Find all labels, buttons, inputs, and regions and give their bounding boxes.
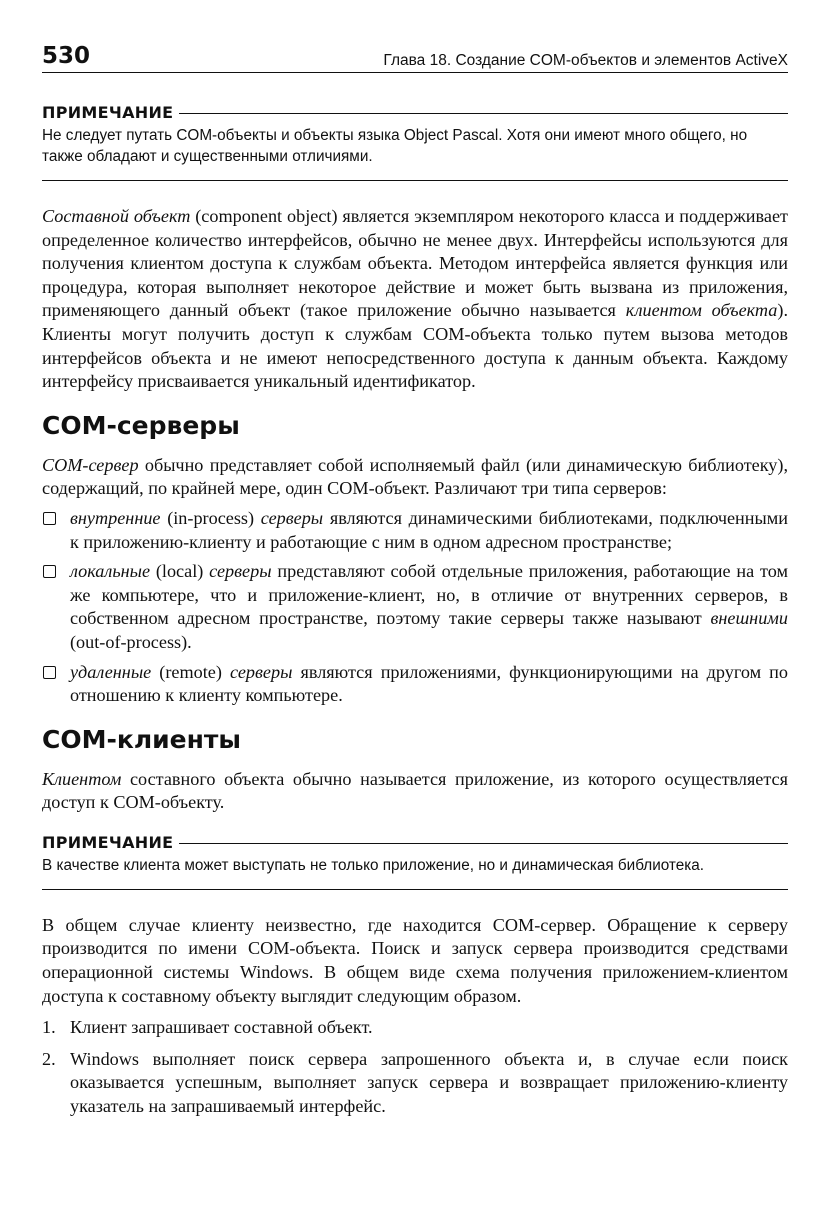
server-types-list [42,507,788,708]
book-page [42,40,788,1127]
step-text: Windows выполняет поиск сервера запрошенного объекта и, в случае если поиск оказывается успешным, выполняет запуск сервера и возвращает приложению-клиенту указатель на запрашиваемый интерфейс. [70,1048,788,1117]
term-local: локальные [70,561,151,582]
term-object-client: клиентом объекта [625,300,778,321]
note-header [42,833,788,852]
page-number: 530 [42,43,91,69]
list-item-mid: (in-process) [160,507,261,528]
term-servers: серверы [260,507,324,528]
note-label: ПРИМЕЧАНИЕ [42,832,174,852]
term-com-server: COM-сервер [42,454,139,475]
list-item-text: являются динамическими библиотеками, подключенными к приложению-клиенту и работающие с ним в одном адресном пространстве; [70,507,788,552]
step-number: 2. [42,1048,56,1069]
section-heading-clients: COM-клиенты [42,724,241,754]
list-item-tail: (out-of-process). [70,631,192,652]
term-servers: серверы [209,561,272,582]
note-header [42,103,788,122]
note-block [42,833,788,890]
servers-text: обычно представляет собой исполняемый файл (или динамическую библиотеку), содержащий, по крайней мере, один COM-объект. Различают три типа серверов: [42,454,788,499]
term-client: Клиентом [42,768,122,789]
section-heading-servers: COM-серверы [42,410,240,440]
clients-paragraph [42,768,788,815]
note-rule [179,113,788,114]
list-item-text: являются приложениями, функционирующими на другом по отношению к клиенту компьютере. [70,661,788,706]
list-item-text: представляют собой отдельные приложения, работающие на том же компьютере, что и приложение-клиент, но, в отличие от внутренних серверов, в собственном адресном пространстве, поэтому такие серверы также называют [70,561,788,629]
list-item [42,661,788,708]
term-composite-object: Составной объект [42,206,191,226]
clients-text: составного объекта обычно называется приложение, из которого осуществляется доступ к COM-объекту. [42,768,788,813]
intro-paragraph [42,205,788,394]
checkbox-bullet-icon [43,666,56,679]
checkbox-bullet-icon [43,512,56,525]
intro-text-2: ). Клиенты могут получить доступ к службам COM-объекта только путем вызова методов интерфейсов объекта и не имеют непосредственного доступа к данным объекта. Каждому интерфейсу присваивается уникальный идентификатор. [42,300,788,392]
list-item-mid: (local) [150,561,210,582]
running-head [42,40,788,73]
note-text: Не следует путать COM-объекты и объекты языка Object Pascal. Хотя они имеют много общего, но также обладают и существенными отличиями. [42,125,788,181]
term-servers: серверы [230,661,293,682]
list-item-mid: (remote) [151,661,231,682]
step-text: Клиент запрашивает составной объект. [70,1017,373,1038]
note-rule [179,843,788,844]
intro-text-1: (component object) является экземпляром некоторого класса и поддерживает определенное количество интерфейсов, обычно не менее двух. Интерфейсы используются для получения клиентом доступа к службам объекта. Методом интерфейса является функция или процедура, которая выполняет некоторое действие и может быть вызвана из приложения, применяющего данный объект (такое приложение обычно называется [42,206,788,321]
note-label: ПРИМЕЧАНИЕ [42,103,174,122]
term-in-process: внутренние [70,507,161,528]
servers-paragraph [42,454,788,501]
list-item [42,1016,788,1040]
checkbox-bullet-icon [43,565,56,578]
chapter-title: Глава 18. Создание COM-объектов и элементов ActiveX [383,51,788,69]
list-item [42,560,788,654]
general-paragraph: В общем случае клиенту неизвестно, где находится COM-сервер. Обращение к серверу производится по имени COM-объекта. Поиск и запуск сервера производится средствами операционной системы Windows. В общем виде схема получения приложением-клиентом доступа к составному объекту выглядит следующим образом. [42,914,788,1006]
term-remote: удаленные [70,661,152,682]
steps-list [42,1016,788,1118]
step-number: 1. [42,1017,56,1038]
term-external: внешними [710,608,788,629]
list-item [42,1048,788,1119]
note-block [42,103,788,181]
note-text: В качестве клиента может выступать не только приложение, но и динамическая библиотека. [42,855,788,890]
list-item [42,507,788,554]
